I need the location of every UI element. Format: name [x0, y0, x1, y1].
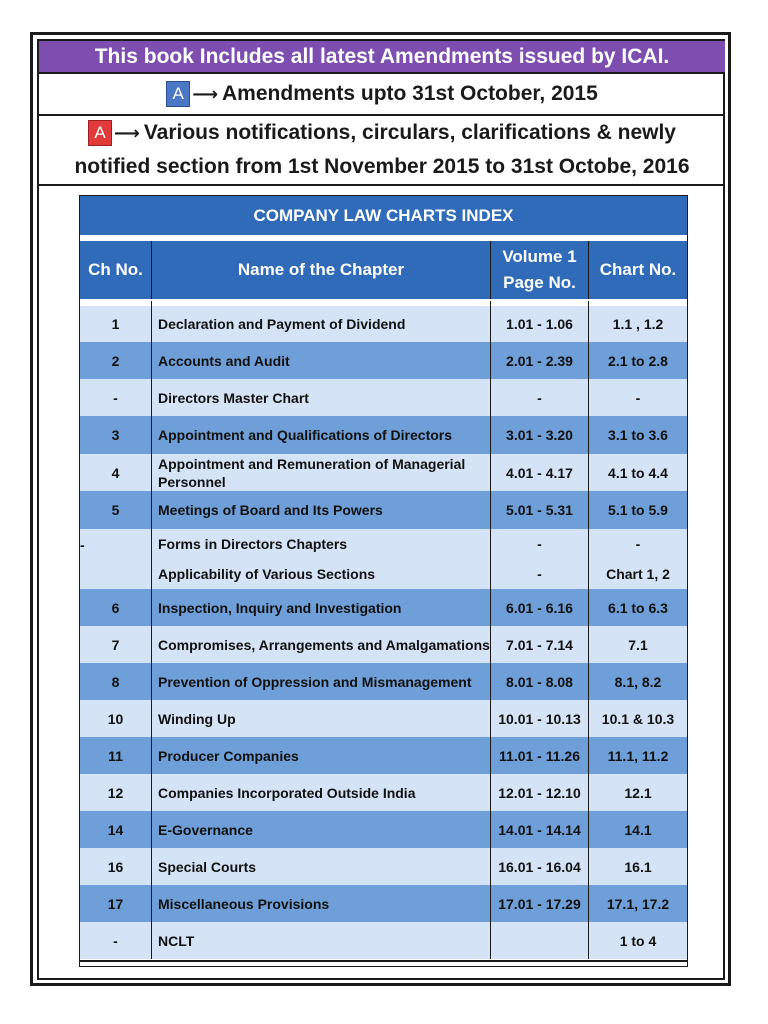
- amendments-banner: This book Includes all latest Amendments issued by ICAI.: [39, 41, 725, 74]
- cell-page-no: 17.01 - 17.29: [491, 885, 589, 922]
- cell-page-no: 5.01 - 5.31: [491, 491, 589, 529]
- cell-chapter-name: Miscellaneous Provisions: [152, 885, 491, 922]
- cell-page-no: 2.01 - 2.39: [491, 342, 589, 379]
- cell-page-no: 11.01 - 11.26: [491, 737, 589, 774]
- table-row: [80, 737, 687, 774]
- cell-chapter-name: Companies Incorporated Outside India: [152, 774, 491, 811]
- cell-chart-no: - Chart 1, 2: [606, 536, 670, 582]
- cell-ch-no: 4: [80, 454, 152, 491]
- cell-chart-no: 3.1 to 3.6: [608, 427, 668, 443]
- table-row: [80, 342, 687, 379]
- table-row: [80, 885, 687, 922]
- cell-chart-no: 1 to 4: [619, 932, 657, 949]
- table-row: [80, 811, 687, 848]
- cell-chart-no: 7.1: [628, 636, 648, 653]
- cell-page-no: 12.01 - 12.10: [491, 774, 589, 811]
- table-row: [80, 454, 687, 491]
- table-row: [80, 700, 687, 737]
- table-row: [80, 529, 687, 589]
- legend-red-line: [39, 116, 725, 150]
- cell-chapter-name: Accounts and Audit: [152, 342, 491, 379]
- charts-index-table: [79, 195, 688, 967]
- cell-ch-no: 2: [80, 342, 152, 379]
- cell-chapter-name: Meetings of Board and Its Powers: [152, 491, 491, 529]
- cell-page-no: 3.01 - 3.20: [491, 416, 589, 454]
- cell-chart-no: 5.1 to 5.9: [608, 502, 668, 518]
- header-volume-page: [491, 241, 589, 299]
- cell-chart-no: 1.1 , 1.2: [612, 316, 664, 332]
- header-chart-no: Chart No.: [599, 260, 677, 279]
- cell-page-no: 14.01 - 14.14: [491, 811, 589, 848]
- header-volume-line2: Page No.: [503, 273, 576, 292]
- blue-a-badge-icon: A: [166, 81, 190, 107]
- cell-chart-no: -: [635, 389, 641, 406]
- cell-ch-no: 8: [80, 663, 152, 700]
- cell-ch-no: -: [80, 529, 152, 589]
- table-header: [80, 241, 687, 299]
- cell-ch-no: 17: [80, 885, 152, 922]
- header-volume-line1: Volume 1: [502, 247, 577, 266]
- cell-ch-no: 12: [80, 774, 152, 811]
- cell-chart-no: 10.1 & 10.3: [601, 710, 675, 727]
- cell-ch-no: -: [80, 922, 152, 959]
- cell-chapter-name: E-Governance: [152, 811, 491, 848]
- table-body: [80, 306, 687, 959]
- cell-page-no: 4.01 - 4.17: [491, 454, 589, 491]
- table-title: COMPANY LAW CHARTS INDEX: [80, 196, 687, 238]
- cell-chart-no: 11.1, 11.2: [607, 747, 669, 764]
- cell-ch-no: 11: [80, 737, 152, 774]
- cell-chart-no: 4.1 to 4.4: [608, 464, 668, 481]
- table-row: [80, 774, 687, 811]
- cell-chapter-name: Inspection, Inquiry and Investigation: [152, 589, 491, 626]
- cell-chapter-name: Special Courts: [152, 848, 491, 885]
- table-row: [80, 626, 687, 663]
- cell-chapter-name: NCLT: [152, 922, 491, 959]
- table-row: [80, 491, 687, 529]
- header-ch-no: Ch No.: [80, 241, 152, 299]
- arrow-right-icon: ⟶: [114, 122, 140, 143]
- cell-ch-no: 14: [80, 811, 152, 848]
- cell-page-no: 1.01 - 1.06: [491, 306, 589, 342]
- cell-ch-no: -: [80, 379, 152, 416]
- cell-page-no: 8.01 - 8.08: [491, 663, 589, 700]
- cell-chapter-name: Declaration and Payment of Dividend: [152, 306, 491, 342]
- cell-ch-no: 7: [80, 626, 152, 663]
- table-row: [80, 589, 687, 626]
- cell-page-no: 16.01 - 16.04: [491, 848, 589, 885]
- table-row: [80, 922, 687, 959]
- cell-page-no: 6.01 - 6.16: [491, 589, 589, 626]
- cell-chapter-name: Forms in Directors Chapters Applicability of Various Sections: [152, 529, 491, 589]
- cell-chapter-name: Winding Up: [152, 700, 491, 737]
- cell-chart-no: 14.1: [624, 821, 652, 838]
- cell-chapter-name: Appointment and Qualifications of Directors: [152, 416, 491, 454]
- legend-blue-line: [39, 74, 725, 116]
- cell-chart-no: 17.1, 17.2: [606, 895, 670, 912]
- table-row: [80, 416, 687, 454]
- cell-chapter-name: Appointment and Remuneration of Managerial Personnel: [152, 454, 491, 491]
- cell-page-no: - -: [491, 529, 589, 589]
- red-a-badge-icon: A: [88, 120, 112, 146]
- cell-chapter-name: Prevention of Oppression and Mismanagement: [152, 663, 491, 700]
- cell-chart-no: 12.1: [624, 784, 652, 801]
- cell-ch-no: 16: [80, 848, 152, 885]
- cell-page-no: [491, 922, 589, 959]
- cell-chart-no: 8.1, 8.2: [614, 673, 662, 690]
- table-row: [80, 848, 687, 885]
- cell-ch-no: 10: [80, 700, 152, 737]
- legend-blue-text: Amendments upto 31st October, 2015: [222, 82, 598, 105]
- table-row: [80, 663, 687, 700]
- cell-chapter-name: Producer Companies: [152, 737, 491, 774]
- cell-ch-no: 3: [80, 416, 152, 454]
- legend-red-text-line2: notified section from 1st November 2015 to 31st Octobe, 2016: [74, 155, 690, 178]
- legend-red-text-line1: Various notifications, circulars, clarifications & newly: [143, 121, 676, 144]
- cell-chapter-name: Compromises, Arrangements and Amalgamations: [152, 626, 491, 663]
- cell-chart-no: 6.1 to 6.3: [608, 599, 668, 616]
- arrow-right-icon: ⟶: [192, 83, 219, 104]
- table-row: [80, 306, 687, 342]
- table-row: [80, 379, 687, 416]
- cell-chart-no: 16.1: [624, 858, 652, 875]
- cell-ch-no: 5: [80, 491, 152, 529]
- cell-page-no: -: [491, 379, 589, 416]
- header-chapter-name: Name of the Chapter: [152, 241, 491, 299]
- cell-chapter-name: Directors Master Chart: [152, 379, 491, 416]
- cell-page-no: 10.01 - 10.13: [491, 700, 589, 737]
- legend-red-line-2: [39, 150, 725, 186]
- table-bottom-rule: [80, 960, 687, 966]
- cell-chart-no: 2.1 to 2.8: [608, 352, 668, 369]
- cell-ch-no: 6: [80, 589, 152, 626]
- cell-ch-no: 1: [80, 306, 152, 342]
- cell-page-no: 7.01 - 7.14: [491, 626, 589, 663]
